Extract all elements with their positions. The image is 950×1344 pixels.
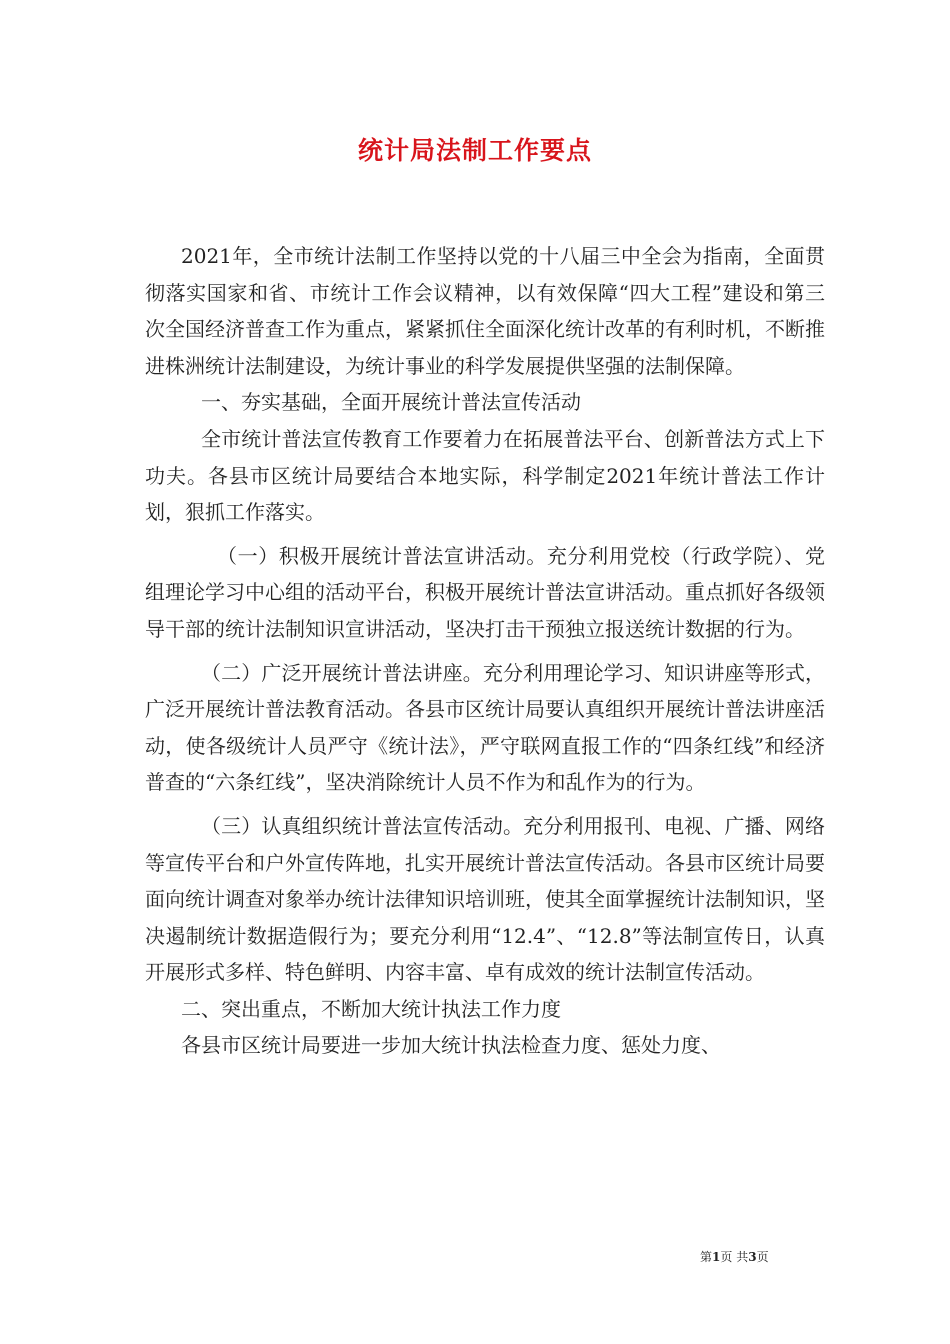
footer-total-pages: 3 <box>748 1250 757 1264</box>
section-heading-1: 一、夯实基础，全面开展统计普法宣传活动 <box>201 390 581 415</box>
paragraph-item-2: （二）广泛开展统计普法讲座。充分利用理论学习、知识讲座等形式，广泛开展统计普法教育活动。各县市区统计局要认真组织开展统计普法讲座活动，使各级统计人员严守《统计法》，严守联网直报工作的“四条红线”和经济普查的“六条红线”，坚决消除统计人员不作为和乱作为的行为。 <box>145 660 825 795</box>
paragraph-item-1: （一）积极开展统计普法宣讲活动。充分利用党校（行政学院）、党组理论学习中心组的活动平台，积极开展统计普法宣讲活动。重点抓好各级领导干部的统计法制知识宣讲活动，坚决打击干预独立报送统计数据的行为。 <box>145 543 825 641</box>
footer-middle: 页 共 <box>720 1250 749 1264</box>
footer-current-page: 1 <box>712 1250 721 1264</box>
paragraph: 各县市区统计局要进一步加大统计执法检查力度、惩处力度、 <box>181 1033 721 1058</box>
paragraph-intro: 2021年，全市统计法制工作坚持以党的十八届三中全会为指南，全面贯彻落实国家和省、市统计工作会议精神，以有效保障“四大工程”建设和第三次全国经济普查工作为重点，紧紧抓住全面深化统计改革的有利时机，不断推进株洲统计法制建设，为统计事业的科学发展提供坚强的法制保障。 <box>145 244 825 378</box>
paragraph-item-3: （三）认真组织统计普法宣传活动。充分利用报刊、电视、广播、网络等宣传平台和户外宣传阵地，扎实开展统计普法宣传活动。各县市区统计局要面向统计调查对象举办统计法律知识培训班，使其全面掌握统计法制知识，坚决遏制统计数据造假行为；要充分利用“12.4”、“12.8”等法制宣传日，认真开展形式多样、特色鲜明、内容丰富、卓有成效的统计法制宣传活动。 <box>145 813 825 985</box>
footer-prefix: 第 <box>700 1250 713 1264</box>
document-body <box>145 238 825 1064</box>
footer-suffix: 页 <box>756 1250 769 1264</box>
paragraph: 全市统计普法宣传教育工作要着力在拓展普法平台、创新普法方式上下功夫。各县市区统计局要结合本地实际，科学制定2021年统计普法工作计划，狠抓工作落实。 <box>145 426 825 525</box>
page-footer <box>700 1248 769 1265</box>
document-title: 统计局法制工作要点 <box>357 136 592 165</box>
section-heading-2: 二、突出重点，不断加大统计执法工作力度 <box>181 996 561 1021</box>
